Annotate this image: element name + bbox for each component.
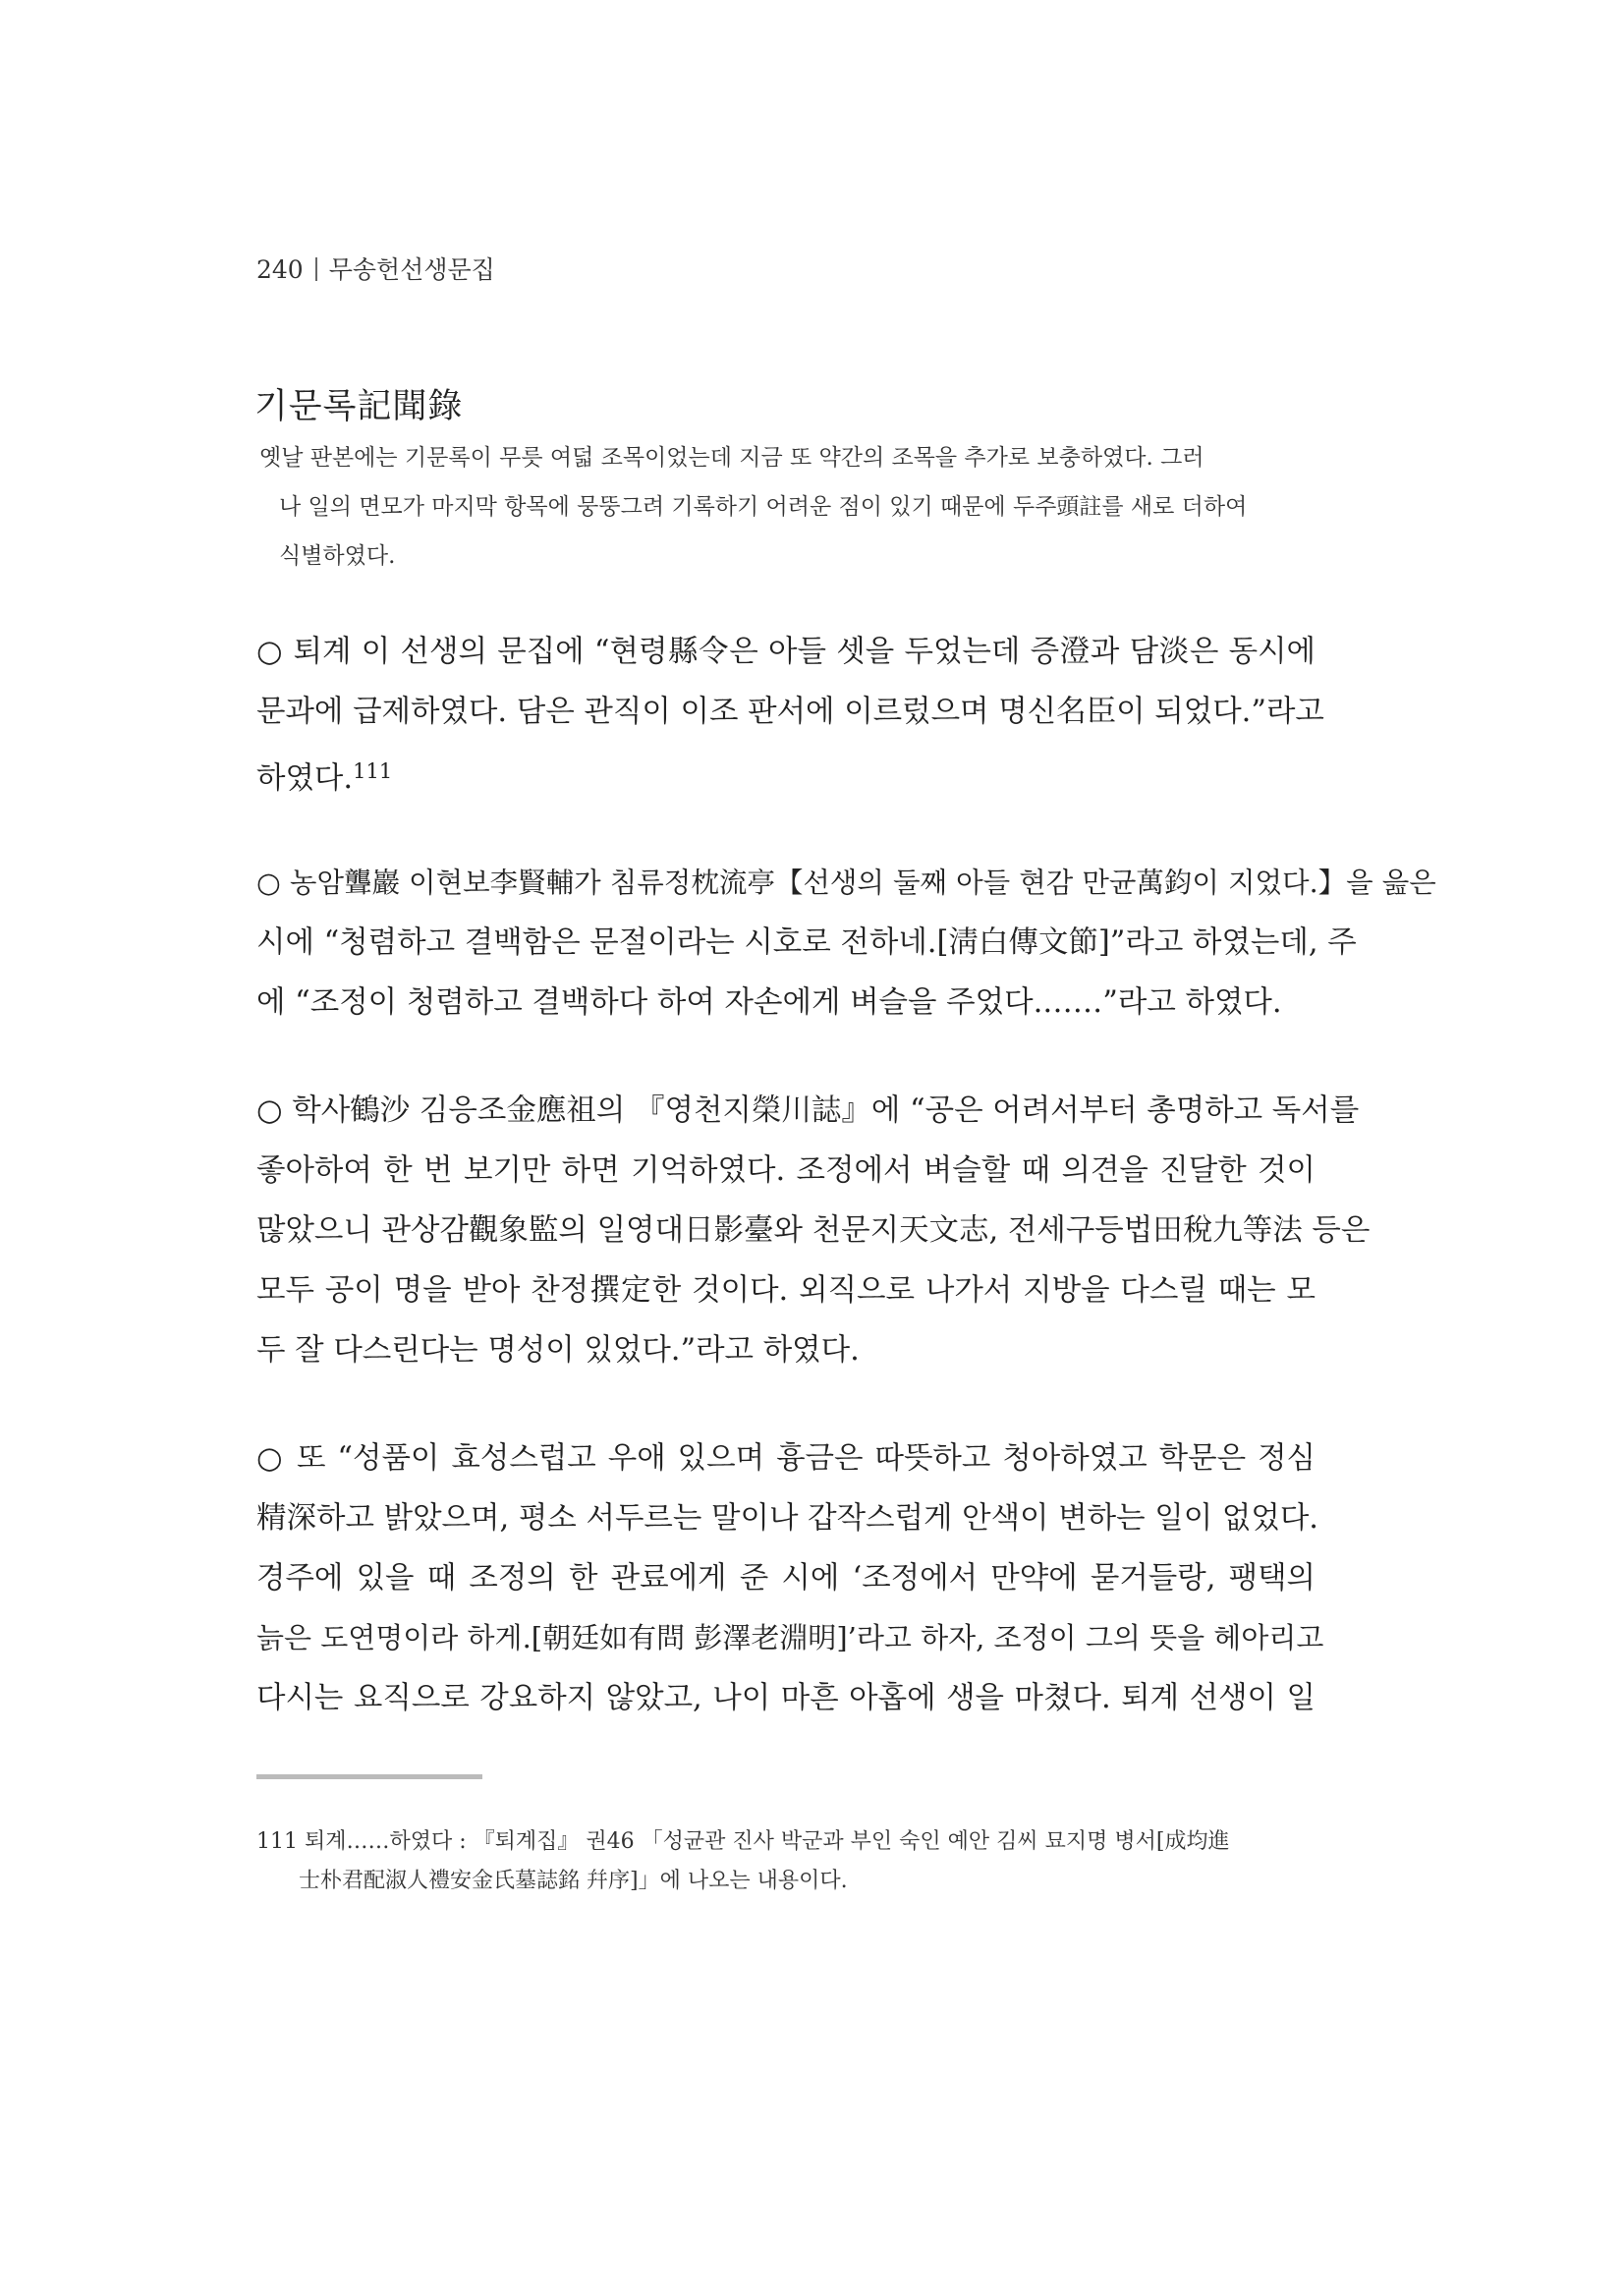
footnote-line (256, 1822, 1316, 1862)
paragraph-line: ○ 학사鶴沙 김응조金應祖의 『영천지榮川誌』에 “공은 어려서부터 총명하고 독서를 (256, 1093, 1360, 1128)
footnote-line: 士朴君配淑人禮安金氏墓誌銘 幷序]」에 나오는 내용이다. (299, 1869, 848, 1893)
paragraph-line: ○ 또 “성품이 효성스럽고 우애 있으며 흉금은 따뜻하고 청아하였고 학문은 정심 (256, 1441, 1316, 1476)
intro-note (259, 433, 1315, 581)
paragraph-line: 늙은 도연명이라 하게.[朝廷如有問 彭澤老淵明]’라고 하자, 조정이 그의 뜻을 헤아리고 (256, 1621, 1324, 1654)
section-title: 기문록記聞錄 (254, 387, 464, 426)
paragraph-line: 좋아하여 한 번 보기만 하면 기억하였다. 조정에서 벼슬할 때 의견을 진달한 것이 (256, 1153, 1316, 1188)
paragraph-2 (256, 853, 1436, 1033)
footnote-number: 111 (256, 1829, 298, 1854)
paragraph-line: 경주에 있을 때 조정의 한 관료에게 준 시에 ‘조정에서 만약에 묻거들랑, 팽택의 (256, 1561, 1316, 1596)
paragraph-line: 두 잘 다스린다는 명성이 있었다.”라고 하였다. (256, 1333, 860, 1368)
paragraph-line: 精深하고 밝았으며, 평소 서두르는 말이나 갑작스럽게 안색이 변하는 일이 없었다. (256, 1501, 1318, 1536)
intro-note-line: 식별하였다. (279, 543, 396, 569)
running-head (256, 251, 495, 286)
paragraph-4 (256, 1428, 1324, 1728)
footnote (256, 1822, 1316, 1901)
paragraph-line: 에 “조정이 청렴하고 결백하다 하여 자손에게 벼슬을 주었다.……”라고 하였다. (256, 985, 1282, 1020)
paragraph-line: 문과에 급제하였다. 담은 관직이 이조 판서에 이르렀으며 명신名臣이 되었다.”라고 (256, 695, 1324, 729)
footnote-divider (256, 1774, 482, 1779)
paragraph-line: 모두 공이 명을 받아 찬정撰定한 것이다. 외직으로 나가서 지방을 다스릴 때는 모 (256, 1273, 1316, 1308)
paragraph-line: 많았으니 관상감觀象監의 일영대日影臺와 천문지天文志, 전세구등법田稅九等法 등은 (256, 1213, 1371, 1248)
paragraph-line-text: 하였다. (256, 761, 354, 796)
book-title: 무송헌선생문집 (328, 255, 495, 284)
paragraph-1 (256, 622, 1324, 809)
paragraph-line: ○ 농암聾巖 이현보李賢輔가 침류정枕流亭【선생의 둘째 아들 현감 만균萬鈞이 지었다.】을 읊은 (256, 867, 1436, 899)
footnote-ref[interactable]: 111 (353, 759, 393, 783)
footnote-text: 퇴계……하였다 : 『퇴계집』 권46 「성균관 진사 박군과 부인 숙인 예안 김씨 묘지명 병서[成均進 (305, 1829, 1230, 1854)
intro-note-line: 옛날 판본에는 기문록이 무릇 여덟 조목이었는데 지금 또 약간의 조목을 추가로 보충하였다. 그러 (259, 445, 1204, 471)
page-number: 240 (256, 255, 304, 284)
paragraph-line: 다시는 요직으로 강요하지 않았고, 나이 마흔 아홉에 생을 마쳤다. 퇴계 선생이 일 (256, 1681, 1316, 1715)
paragraph-line: 시에 “청렴하고 결백함은 문절이라는 시호로 전하네.[淸白傳文節]”라고 하였는데, 주 (256, 925, 1357, 960)
header-divider (315, 257, 317, 281)
paragraph-3 (256, 1081, 1371, 1380)
paragraph-line: ○ 퇴계 이 선생의 문집에 “현령縣令은 아들 셋을 두었는데 증澄과 담淡은 동시에 (256, 635, 1316, 669)
paragraph-line (256, 742, 1316, 809)
intro-note-line: 나 일의 면모가 마지막 항목에 뭉뚱그려 기록하기 어려운 점이 있기 때문에 두주頭註를 새로 더하여 (279, 494, 1248, 520)
